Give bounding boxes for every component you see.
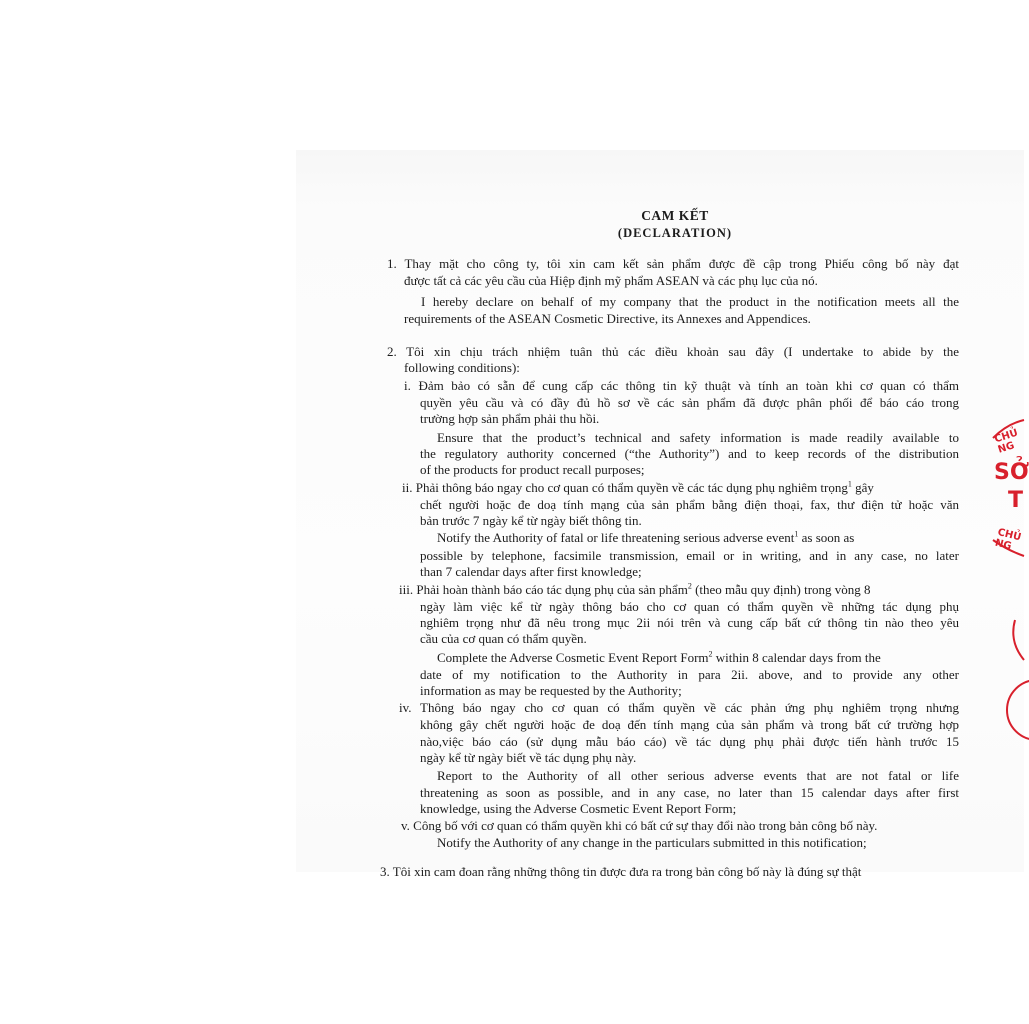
- item1-vi-line1: 1. Thay mặt cho công ty, tôi xin cam kết sản phẩm được đề cập trong Phiếu công bố này đạt: [387, 256, 959, 271]
- item2-iv-en1: Report to the Authority of all other serious adverse events that are not fatal or life: [437, 768, 959, 783]
- item2-iv-en2: threatening as soon as possible, and in any case, no later than 15 calendar days after first: [420, 785, 959, 800]
- item2-iv-vi1: iv. Thông báo ngay cho cơ quan có thẩm quyền về các phản ứng phụ nghiêm trọng nhưng: [399, 700, 959, 715]
- item2-i-vi3: trường hợp sản phẩm phải thu hồi.: [420, 411, 600, 426]
- stamp-text-bottom: CHỦ NG: [993, 526, 1023, 553]
- item2-iii-vi3: nghiêm trọng như đã nêu trong mục 2ii nói trên và cung cấp bất cứ thông tin nào theo yêu: [420, 615, 959, 630]
- item2-iii-en1: Complete the Adverse Cosmetic Event Report Form$^2$ within 8 calendar days from the: [437, 649, 881, 665]
- item2-ii-vi1: ii. Phải thông báo ngay cho cơ quan có thẩm quyền về các tác dụng phụ nghiêm trọng$^1$ gây: [402, 479, 874, 495]
- item1-vi-line2: được tất cả các yêu cầu của Hiệp định mỹ phẩm ASEAN và các phụ lục của nó.: [404, 273, 818, 288]
- item2-ii-vi3: bản trước 7 ngày kể từ ngày biết thông tin.: [420, 513, 642, 528]
- item1-en-line2: requirements of the ASEAN Cosmetic Directive, its Annexes and Appendices.: [404, 311, 811, 326]
- item2-i-vi2: quyền yêu cầu và có đầy đủ hồ sơ về các sản phẩm đã được phân phối để báo cáo trong: [420, 395, 959, 410]
- item2-i-en3: of the products for product recall purposes;: [420, 462, 645, 477]
- item2-iii-vi1: iii. Phải hoàn thành báo cáo tác dụng phụ của sản phẩm$^2$ (theo mẫu quy định) trong vòng 8: [399, 581, 871, 597]
- stamp-text-mid2: T: [1008, 488, 1024, 513]
- item3-partial-line: 3. Tôi xin cam đoan rằng những thông tin được đưa ra trong bản công bố này là đúng sự thật: [380, 864, 862, 879]
- item2-intro-line2: following conditions):: [404, 360, 520, 375]
- item1-en-line1: I hereby declare on behalf of my company that the product in the notification meets all the: [421, 294, 959, 309]
- item2-i-en1: Ensure that the product’s technical and safety information is made readily available to: [437, 430, 959, 445]
- item2-ii-en3: than 7 calendar days after first knowledge;: [420, 564, 642, 579]
- item2-iv-vi2: không gây chết người hoặc đe doạ đến tính mạng của sản phẩm và trong bất cứ trường hợp: [420, 717, 959, 732]
- item2-iv-en3: knowledge, using the Adverse Cosmetic Event Report Form;: [420, 801, 737, 816]
- item2-iii-en3: information as may be requested by the Authority;: [420, 683, 682, 698]
- item2-i-vi1: i. Đảm bảo có sẵn để cung cấp các thông tin kỹ thuật và tính an toàn khi cơ quan có thẩm: [404, 378, 959, 393]
- item2-v-vi1: v. Công bố với cơ quan có thẩm quyền khi có bất cứ sự thay đổi nào trong bản công bố này.: [401, 818, 878, 833]
- item2-ii-en2: possible by telephone, facsimile transmission, email or in writing, and in any case, no later: [420, 548, 959, 563]
- item2-i-en2: the regulatory authority concerned (“the Authority”) and to keep records of the distribution: [420, 446, 959, 461]
- item2-iii-en2: date of my notification to the Authority in para 2ii. above, and to provide any other: [420, 667, 959, 682]
- stamp-text-mid1: SỞ: [994, 460, 1029, 485]
- item2-ii-vi2: chết người hoặc đe doạ tính mạng của sản phẩm bằng điện thoại, fax, thư điện tử hoặc văn: [420, 497, 959, 512]
- item2-iii-vi2: ngày làm việc kể từ ngày thông báo cho cơ quan có thẩm quyền về những tác dụng phụ: [420, 599, 959, 614]
- document-title: CAM KẾT: [641, 208, 709, 223]
- item2-iv-vi4: ngày kể từ ngày biết về tác dụng phụ này.: [420, 750, 637, 765]
- stamp-text-top: CHỦ NG: [993, 427, 1020, 456]
- item2-v-en1: Notify the Authority of any change in the particulars submitted in this notification;: [437, 835, 867, 850]
- item2-iii-vi4: cầu của cơ quan có thẩm quyền.: [420, 631, 587, 646]
- item2-iv-vi3: nào,việc báo cáo (sử dụng mẫu báo cáo) về tác dụng phụ phải được tiến hành trước 15: [420, 734, 959, 749]
- document-subtitle: (DECLARATION): [617, 226, 733, 240]
- item2-ii-en1: Notify the Authority of fatal or life threatening serious adverse event$^1$ as soon as: [437, 529, 855, 545]
- item2-intro-line1: 2. Tôi xin chịu trách nhiệm tuân thủ các điều khoản sau đây (I undertake to abide by the: [387, 344, 959, 359]
